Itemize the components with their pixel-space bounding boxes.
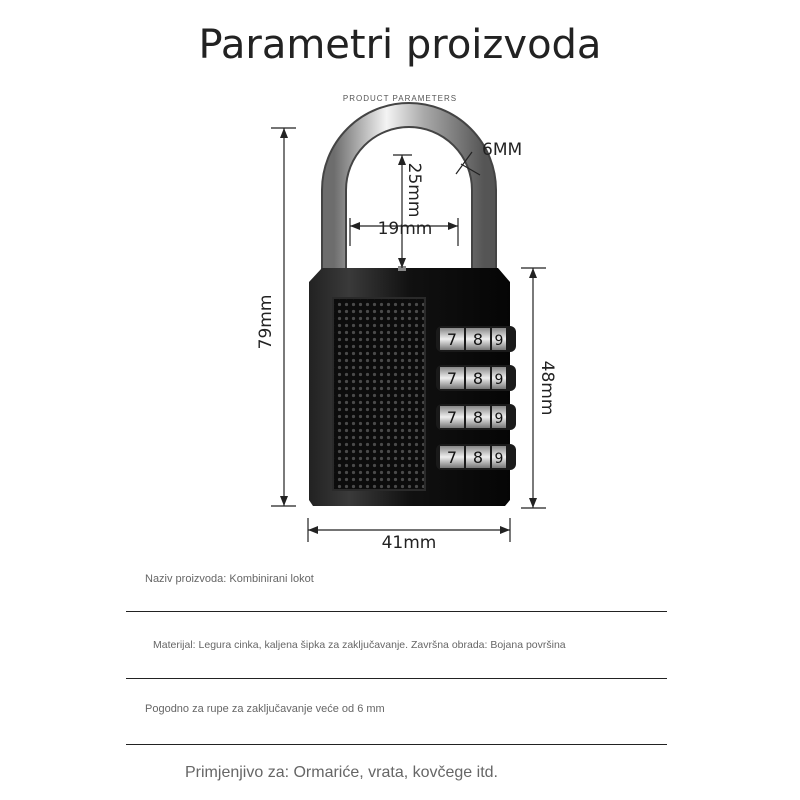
- dial-digit: 9: [494, 372, 504, 388]
- dial-digit: 9: [494, 411, 504, 427]
- divider: [126, 611, 667, 612]
- divider: [126, 678, 667, 679]
- dim-height-label: 79mm: [256, 294, 276, 350]
- dial-digit: 9: [494, 333, 504, 349]
- dial-digit: 9: [494, 451, 504, 467]
- dial-digit: 7: [446, 408, 458, 427]
- dial-row[interactable]: [436, 326, 516, 352]
- spec-material: Materijal: Legura cinka, kaljena šipka za zaključavanje. Završna obrada: Bojana površina: [153, 639, 566, 651]
- dial-digit: 7: [446, 448, 458, 467]
- spec-applicable: Primjenjivo za: Ormariće, vrata, kovčege itd.: [185, 764, 498, 781]
- dial-digit: 8: [472, 448, 484, 467]
- dim-shackle-width-label: 19mm: [377, 219, 433, 239]
- dim-shackle-clearance-label: 25mm: [404, 162, 424, 218]
- dial-digit: 7: [446, 330, 458, 349]
- spec-product-name: Naziv proizvoda: Kombinirani lokot: [145, 573, 314, 585]
- dial-row[interactable]: [436, 404, 516, 430]
- dial-digit: 7: [446, 369, 458, 388]
- dial-row[interactable]: [436, 365, 516, 391]
- dial-digit: 8: [472, 369, 484, 388]
- divider: [126, 744, 667, 745]
- dim-width-label: 41mm: [381, 533, 437, 553]
- dial-digit: 8: [472, 330, 484, 349]
- spec-suitable: Pogodno za rupe za zaključavanje veće od 6 mm: [145, 703, 385, 715]
- dim-body-height-label: 48mm: [537, 360, 557, 416]
- dim-shackle-diameter-label: 6MM: [482, 140, 523, 160]
- page-title: Parametri proizvoda: [198, 22, 602, 68]
- page-subtitle: PRODUCT PARAMETERS: [342, 94, 458, 103]
- dial-digit: 8: [472, 408, 484, 427]
- dial-row[interactable]: [436, 444, 516, 470]
